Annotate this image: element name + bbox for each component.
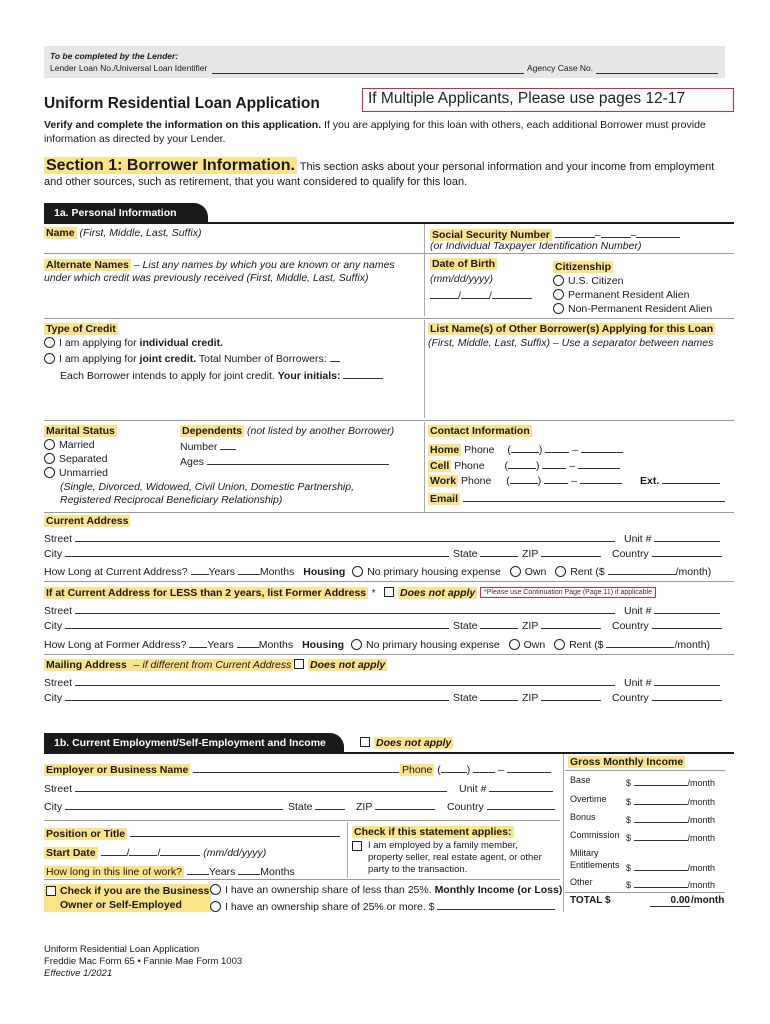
- employer-row: Employer or Business Name: [44, 762, 399, 776]
- income-row-base: Base: [570, 775, 591, 785]
- dependents-number-input[interactable]: [220, 439, 236, 450]
- current-state-input[interactable]: [480, 546, 518, 557]
- footer-line3: Effective 1/2021: [44, 968, 113, 979]
- section1-header: [44, 158, 734, 190]
- current-months-input[interactable]: [238, 564, 260, 575]
- mailing-zip-row: ZIP: [522, 690, 601, 704]
- former-unit-input[interactable]: [654, 603, 720, 614]
- income-row-commission: Commission: [570, 830, 620, 840]
- rule: [44, 512, 734, 513]
- mailing-unit-row: Unit #: [624, 675, 720, 689]
- income-base-input[interactable]: [634, 775, 688, 786]
- income-row-overtime: Overtime: [570, 794, 607, 804]
- rule: [44, 420, 734, 421]
- email-row: Email: [428, 491, 725, 505]
- dependents-ages: Ages: [180, 454, 389, 468]
- current-street-input[interactable]: [75, 531, 615, 542]
- rule: [565, 892, 725, 893]
- current-city-row: City: [44, 546, 449, 560]
- work-phone-line[interactable]: [580, 473, 622, 484]
- radio-icon[interactable]: [553, 275, 564, 286]
- radio-icon[interactable]: [210, 901, 221, 912]
- continuation-note: *Please use Continuation Page (Page 11) if applicable: [480, 587, 656, 598]
- ssn-hint: (or Individual Taxpayer Identification Number): [430, 240, 642, 252]
- tab-1a: 1a. Personal Information: [44, 203, 208, 223]
- mailing-state-input[interactable]: [480, 690, 518, 701]
- former-city-row: City: [44, 618, 449, 632]
- email-input[interactable]: [463, 491, 725, 502]
- business-owner-option[interactable]: Check if you are the Business Owner or Self-Employed: [44, 884, 211, 912]
- income-row-other: Other: [570, 877, 593, 887]
- employer-state-row: State: [288, 799, 345, 813]
- ssn-part2[interactable]: [601, 227, 631, 238]
- start-month-input[interactable]: [101, 845, 127, 856]
- ext-row: Ext.: [640, 473, 720, 487]
- multi-applicant-note: If Multiple Applicants, Please use pages 12-17: [362, 88, 734, 112]
- current-howlong-row: How Long at Current Address? Years Months Housing No primary housing expense Own Rent ($ /month): [44, 566, 712, 578]
- work-phone-area[interactable]: [510, 473, 538, 484]
- dob-label: Date of Birth: [432, 258, 495, 270]
- former-country-input[interactable]: [652, 618, 722, 629]
- former-country-row: Country: [612, 618, 722, 632]
- income-total-label: TOTAL $: [570, 895, 611, 906]
- employer-state-input[interactable]: [315, 799, 345, 810]
- income-other-input[interactable]: [634, 877, 688, 888]
- income-bonus-input-row: $ /month: [626, 812, 715, 825]
- check-statement-label: Check if this statement applies:: [354, 826, 512, 838]
- employment-does-not-apply[interactable]: Does not apply: [360, 737, 453, 749]
- position-row: Position or Title: [44, 826, 340, 840]
- employer-unit-input[interactable]: [489, 781, 553, 792]
- line-months-input[interactable]: [238, 864, 260, 875]
- income-commission-input[interactable]: [634, 830, 688, 841]
- marital-unmarried[interactable]: Unmarried: [44, 467, 108, 479]
- section1-desc: This section asks about your personal information and your income from employment and other sources, such as retirement, that you want considered to qualify for this loan.: [44, 161, 715, 188]
- cell-phone-row: Cell Phone ( ) –: [428, 458, 620, 472]
- current-city-input[interactable]: [65, 546, 449, 557]
- lender-note: To be completed by the Lender:: [50, 51, 179, 61]
- income-overtime-input-row: $ /month: [626, 794, 715, 807]
- rule: [44, 654, 734, 655]
- current-street-row: Street: [44, 531, 615, 545]
- dependents-number: Number: [180, 439, 236, 453]
- ssn-part1[interactable]: [555, 227, 595, 238]
- name-row: Name (First, Middle, Last, Suffix): [46, 227, 202, 239]
- dob-hint: (mm/dd/yyyy): [430, 273, 493, 285]
- page-title: Uniform Residential Loan Application: [44, 95, 320, 112]
- mailing-street-input[interactable]: [75, 675, 615, 686]
- checkbox-icon[interactable]: [46, 886, 56, 896]
- rule: [44, 581, 734, 582]
- work-phone-prefix[interactable]: [544, 473, 568, 484]
- checkbox-icon[interactable]: [384, 587, 394, 597]
- col-divider-4: [347, 822, 348, 878]
- former-state-input[interactable]: [480, 618, 518, 629]
- col-divider-1: [424, 224, 425, 316]
- home-phone-prefix[interactable]: [545, 442, 569, 453]
- income-total-suffix: /month: [691, 895, 725, 906]
- agency-case-input[interactable]: [596, 63, 718, 74]
- alt-names: Alternate Names – List any names by which you are known or any names under which credit was previously received (First, Middle, Last, Suffix): [44, 259, 395, 284]
- start-day-input[interactable]: [129, 845, 157, 856]
- start-year-input[interactable]: [160, 845, 200, 856]
- employer-zip-input[interactable]: [375, 799, 435, 810]
- employer-country-row: Country: [447, 799, 555, 813]
- radio-icon[interactable]: [44, 353, 55, 364]
- dependents-label: Dependents (not listed by another Borrower): [182, 425, 395, 437]
- employer-street-row: Street: [44, 781, 447, 795]
- section1-title: Section 1: Borrower Information.: [46, 157, 295, 174]
- employer-phone-prefix[interactable]: [473, 762, 495, 773]
- employer-phone-area[interactable]: [441, 762, 467, 773]
- former-rent-input[interactable]: [606, 637, 674, 648]
- mailing-address-label: Mailing Address – if different from Current Address: [46, 659, 292, 671]
- rule: [565, 770, 725, 771]
- citizenship-label: Citizenship: [555, 261, 612, 273]
- citizenship-option-us[interactable]: U.S. Citizen: [553, 275, 623, 287]
- rule: [44, 879, 560, 880]
- other-borrowers-label: List Name(s) of Other Borrower(s) Applying for this Loan: [430, 323, 714, 335]
- marital-married[interactable]: Married: [44, 439, 95, 451]
- footer-line1: Uniform Residential Loan Application: [44, 944, 200, 955]
- credit-type-label: Type of Credit: [46, 323, 116, 335]
- credit-individual-option[interactable]: I am applying for individual credit.: [44, 337, 223, 349]
- radio-icon[interactable]: [44, 453, 55, 464]
- former-does-not-apply[interactable]: Does not apply: [384, 587, 477, 599]
- how-long-line-row: How long in this line of work? Years Months: [46, 866, 295, 878]
- home-phone-area[interactable]: [511, 442, 539, 453]
- home-phone-row: Home Phone ( ) –: [428, 442, 623, 456]
- ssn-row: Social Security Number – –: [430, 227, 680, 241]
- initials-input[interactable]: [343, 368, 383, 379]
- total-borrowers-input[interactable]: [330, 351, 340, 362]
- employer-city-input[interactable]: [65, 799, 283, 810]
- mailing-city-row: City: [44, 690, 449, 704]
- dob-input[interactable]: / /: [430, 288, 532, 302]
- current-country-row: Country: [612, 546, 722, 560]
- line-years-input[interactable]: [187, 864, 209, 875]
- former-zip-row: ZIP: [522, 618, 601, 632]
- former-state-row: State: [453, 618, 518, 632]
- former-unit-row: Unit #: [624, 603, 720, 617]
- income-base-input-row: $ /month: [626, 775, 715, 788]
- former-street-row: Street: [44, 603, 615, 617]
- checkbox-icon[interactable]: [360, 737, 370, 747]
- current-zip-input[interactable]: [541, 546, 601, 557]
- employer-phone-row: Phone ( ) –: [400, 762, 551, 776]
- start-date-row: Start Date / / (mm/dd/yyyy): [46, 847, 267, 859]
- contact-label: Contact Information: [430, 425, 530, 437]
- former-howlong-row: How Long at Former Address? Years Months Housing No primary housing expense Own Rent ($ /month): [44, 639, 711, 651]
- tab-1b: 1b. Current Employment/Self-Employment and Income: [44, 733, 344, 753]
- income-military-input-row: $ /month: [626, 860, 715, 873]
- employer-zip-row: ZIP: [356, 799, 435, 813]
- income-overtime-input[interactable]: [634, 794, 688, 805]
- ssn-part3[interactable]: [636, 227, 680, 238]
- marital-separated[interactable]: Separated: [44, 453, 107, 465]
- current-years-input[interactable]: [191, 564, 209, 575]
- position-input[interactable]: [130, 826, 340, 837]
- employer-city-row: City: [44, 799, 283, 813]
- mailing-country-row: Country: [612, 690, 722, 704]
- dependents-ages-input[interactable]: [207, 454, 389, 465]
- ext-input[interactable]: [662, 473, 720, 484]
- footer-line2: Freddie Mac Form 65 • Fannie Mae Form 1003: [44, 956, 243, 967]
- former-zip-input[interactable]: [541, 618, 601, 629]
- cell-phone-area[interactable]: [508, 458, 536, 469]
- employer-street-input[interactable]: [75, 781, 447, 792]
- marital-hint: (Single, Divorced, Widowed, Civil Union, Domestic Partnership, Registered Reciprocal Beneficiary Relationship): [60, 481, 355, 506]
- radio-icon[interactable]: [553, 303, 564, 314]
- housing-rent-radio[interactable]: [555, 566, 566, 577]
- radio-icon[interactable]: [44, 467, 55, 478]
- income-panel-divider: [563, 754, 564, 912]
- income-bonus-input[interactable]: [634, 812, 688, 823]
- monthly-income-input[interactable]: [437, 899, 555, 910]
- citizenship-option-nonpermanent[interactable]: Non-Permanent Resident Alien: [553, 303, 712, 315]
- checkbox-icon[interactable]: [294, 659, 304, 669]
- mailing-country-input[interactable]: [652, 690, 722, 701]
- radio-icon[interactable]: [210, 884, 221, 895]
- current-unit-row: Unit #: [624, 531, 720, 545]
- mailing-street-row: Street: [44, 675, 615, 689]
- current-unit-input[interactable]: [654, 531, 720, 542]
- home-phone-line[interactable]: [581, 442, 623, 453]
- employer-phone-line[interactable]: [507, 762, 551, 773]
- ownership-less-option[interactable]: I have an ownership share of less than 25%. Monthly Income (or Loss): [210, 884, 562, 896]
- income-commission-input-row: $ /month: [626, 830, 715, 843]
- income-total-value: 0.00: [650, 895, 690, 907]
- cell-phone-line[interactable]: [578, 458, 620, 469]
- checkbox-icon[interactable]: [352, 841, 362, 851]
- former-street-input[interactable]: [75, 603, 615, 614]
- employer-input[interactable]: [193, 762, 399, 773]
- former-months-input[interactable]: [237, 637, 259, 648]
- lender-loan-input[interactable]: [212, 63, 524, 74]
- mailing-city-input[interactable]: [65, 690, 449, 701]
- col-divider-2: [424, 320, 425, 418]
- former-address-label: If at Current Address for LESS than 2 years, list Former Address *: [46, 587, 376, 599]
- radio-icon[interactable]: [44, 337, 55, 348]
- cell-phone-prefix[interactable]: [542, 458, 566, 469]
- mailing-zip-input[interactable]: [541, 690, 601, 701]
- lender-loan-label: Lender Loan No./Universal Loan Identifier: [50, 63, 208, 73]
- rule: [44, 318, 734, 319]
- ownership-more-option[interactable]: I have an ownership share of 25% or more. $: [210, 899, 555, 913]
- income-row-bonus: Bonus: [570, 812, 596, 822]
- rule: [44, 820, 560, 821]
- current-rent-input[interactable]: [608, 564, 676, 575]
- former-housing-own-radio[interactable]: [509, 639, 520, 650]
- agency-case-label: Agency Case No.: [527, 63, 594, 73]
- current-country-input[interactable]: [652, 546, 722, 557]
- income-military-input[interactable]: [634, 860, 688, 871]
- mailing-unit-input[interactable]: [654, 675, 720, 686]
- marital-label: Marital Status: [46, 425, 115, 437]
- employer-unit-row: Unit #: [459, 781, 553, 795]
- housing-no-primary-radio[interactable]: [352, 566, 363, 577]
- intro-text: Verify and complete the information on this application. If you are applying for this loan with others, each additional Borrower must provide information as directed by your Lender.: [44, 119, 706, 145]
- former-years-input[interactable]: [189, 637, 207, 648]
- citizenship-option-permanent[interactable]: Permanent Resident Alien: [553, 289, 689, 301]
- employer-country-input[interactable]: [487, 799, 555, 810]
- radio-icon[interactable]: [44, 439, 55, 450]
- mailing-state-row: State: [453, 690, 518, 704]
- current-state-row: State: [453, 546, 518, 560]
- rule: [44, 253, 734, 254]
- former-housing-no-primary-radio[interactable]: [351, 639, 362, 650]
- former-city-input[interactable]: [65, 618, 449, 629]
- other-borrowers-hint: (First, Middle, Last, Suffix) – Use a separator between names: [428, 337, 714, 349]
- joint-initials-row: Each Borrower intends to apply for joint credit. Your initials:: [60, 368, 383, 382]
- credit-joint-option[interactable]: I am applying for joint credit. Total Number of Borrowers:: [44, 351, 340, 365]
- housing-own-radio[interactable]: [510, 566, 521, 577]
- income-other-input-row: $ /month: [626, 877, 715, 890]
- income-row-military: Military Entitlements: [570, 848, 620, 870]
- work-phone-row: Work Phone ( ) –: [428, 473, 622, 487]
- mailing-does-not-apply[interactable]: Does not apply: [294, 659, 387, 671]
- gross-income-label: Gross Monthly Income: [570, 756, 684, 768]
- former-housing-rent-radio[interactable]: [554, 639, 565, 650]
- radio-icon[interactable]: [553, 289, 564, 300]
- col-divider-3: [424, 422, 425, 512]
- current-zip-row: ZIP: [522, 546, 601, 560]
- current-address-label: Current Address: [46, 515, 129, 527]
- check-statement-option[interactable]: I am employed by a family member, property seller, real estate agent, or other party to the transaction.: [352, 840, 552, 876]
